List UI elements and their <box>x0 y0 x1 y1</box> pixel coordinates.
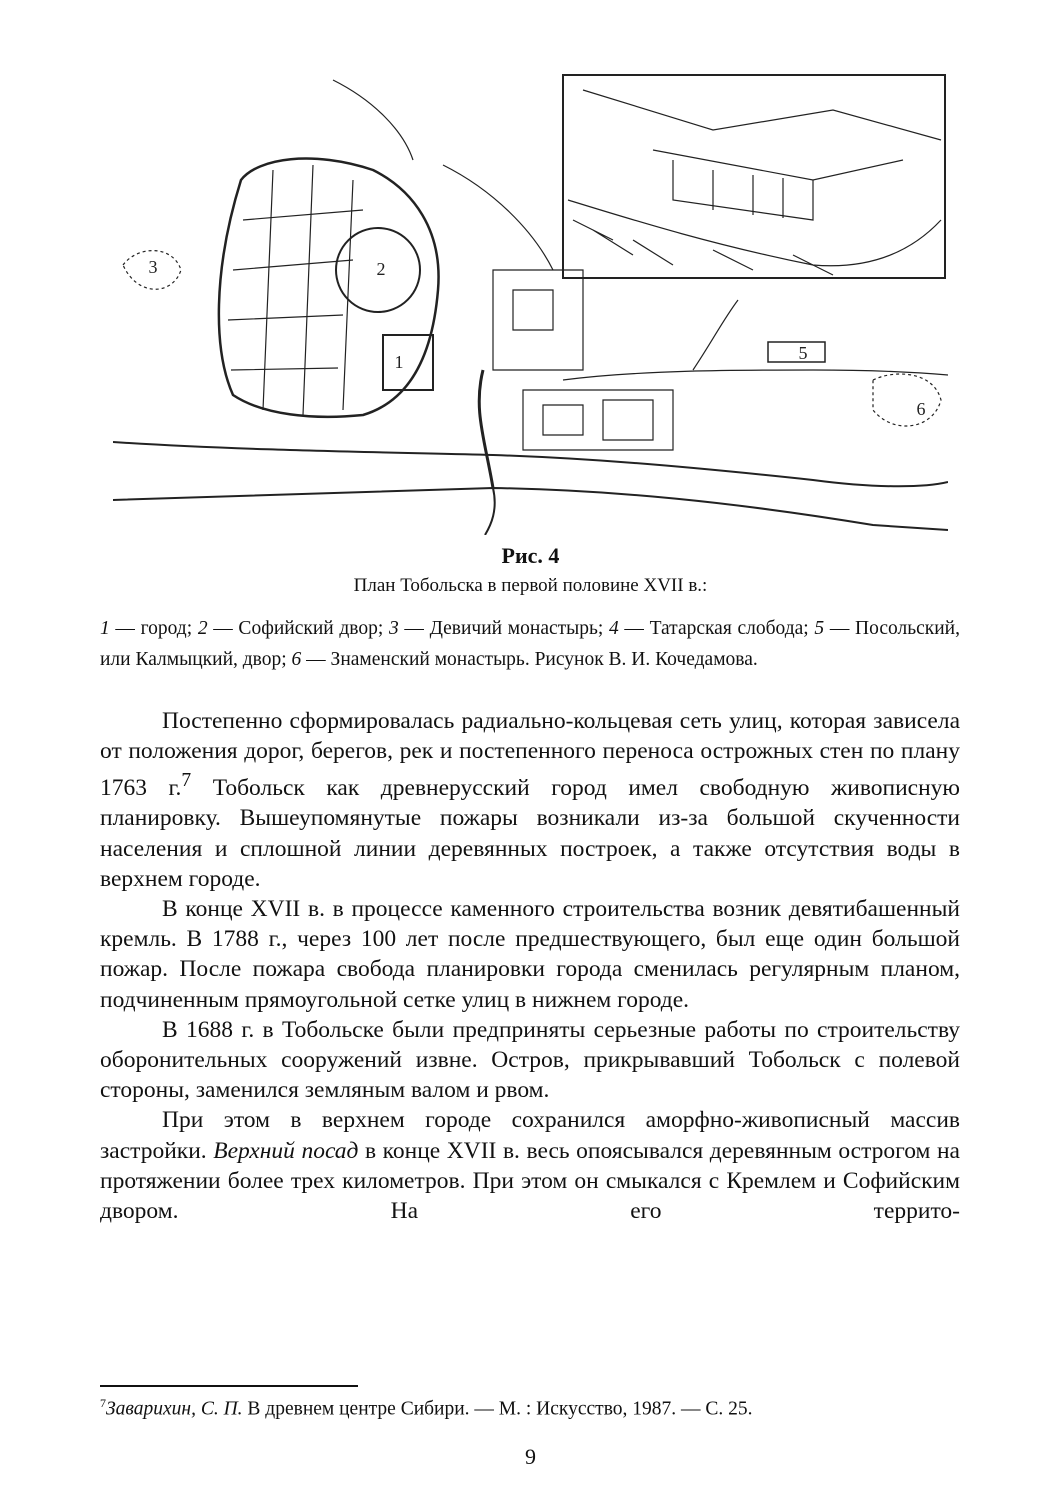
body-text <box>100 706 960 1226</box>
footnote <box>100 1396 753 1421</box>
page-number: 9 <box>525 1444 536 1469</box>
legend-num: 1 <box>100 618 110 639</box>
legend-text: — Татарская слобода; <box>618 618 815 639</box>
footnote-divider <box>100 1385 358 1387</box>
paragraph-1-text: Постепенно сформировалась радиально-кольцевая сеть улиц, которая зависела от положения дорог, берегов, рек и постепенного переноса острожных стен по плану 1763 г. <box>100 708 960 802</box>
marker-6: 6 <box>916 399 926 419</box>
legend-num: 3 <box>388 618 399 639</box>
paragraph-4-start: При этом в верхнем городе сохранился аморфно-живописный массив застройки. <box>100 1107 960 1164</box>
footnote-text: В древнем центре Сибири. — М. : Искусство, 1987. — С. 25. <box>242 1398 753 1420</box>
marker-5: 5 <box>798 343 808 363</box>
tobolsk-plan-drawing <box>113 70 948 535</box>
legend-text: — город; <box>109 618 198 639</box>
marker-3: 3 <box>148 257 158 277</box>
paragraph-4 <box>100 1105 960 1226</box>
legend-num: 6 <box>291 649 302 670</box>
figure-title: Рис. 4 <box>501 543 560 568</box>
figure-legend <box>100 613 960 675</box>
paragraph-3: В 1688 г. в Тобольске были предприняты серьезные работы по строительству оборонительных сооружений извне. Остров, прикрывавший Тобольск с полевой стороны, заменился земляным валом и рвом. <box>100 1016 960 1104</box>
legend-num: 4 <box>609 618 619 639</box>
legend-text: — Знаменский монастырь. <box>301 649 535 670</box>
figure-subtitle: План Тобольска в первой половине XVII в.: <box>353 575 708 596</box>
legend-text: — Посольский, или Калмыцкий, двор; <box>100 618 960 670</box>
paragraph-1 <box>100 706 960 894</box>
marker-1: 1 <box>394 352 404 372</box>
legend-num: 2 <box>197 618 208 639</box>
paragraph-4-italic: Верхний посад <box>213 1137 359 1164</box>
footnote-author: Заварихин, С. П. <box>106 1398 243 1420</box>
paragraph-2: В конце XVII в. в процессе каменного строительства возник девятибашенный кремль. В 1788 г., через 100 лет после предшествующего, был еще один большой пожар. После пожара свобода планировки города сменилась регулярным планом, подчиненным прямоугольной сетке улиц в нижнем городе. <box>100 896 960 1013</box>
city-plan-figure <box>113 70 948 535</box>
legend-text: — Девичий монастырь; <box>398 618 609 639</box>
footnote-ref: 7 <box>181 770 192 792</box>
paragraph-1-tail: Тобольск как древнерусский город имел свободную живописную планировку. Вышеупомянутые пожары возникали из-за большой скученности населения и сплошной линии деревянных построек, а также отсутствия воды в верхнем городе. <box>100 775 960 892</box>
footnote-number: 7 <box>100 1396 106 1410</box>
legend-credit: Рисунок В. И. Кочедамова. <box>534 649 758 670</box>
marker-2: 2 <box>376 259 386 279</box>
paragraph-4-end: в конце XVII в. весь опоясывался деревянным острогом на протяжении более трех километров. При этом он смыкался с Кремлем и Софийским двором. На его террито- <box>100 1137 960 1225</box>
legend-num: 5 <box>814 618 825 639</box>
legend-text: — Софийский двор; <box>207 618 389 639</box>
